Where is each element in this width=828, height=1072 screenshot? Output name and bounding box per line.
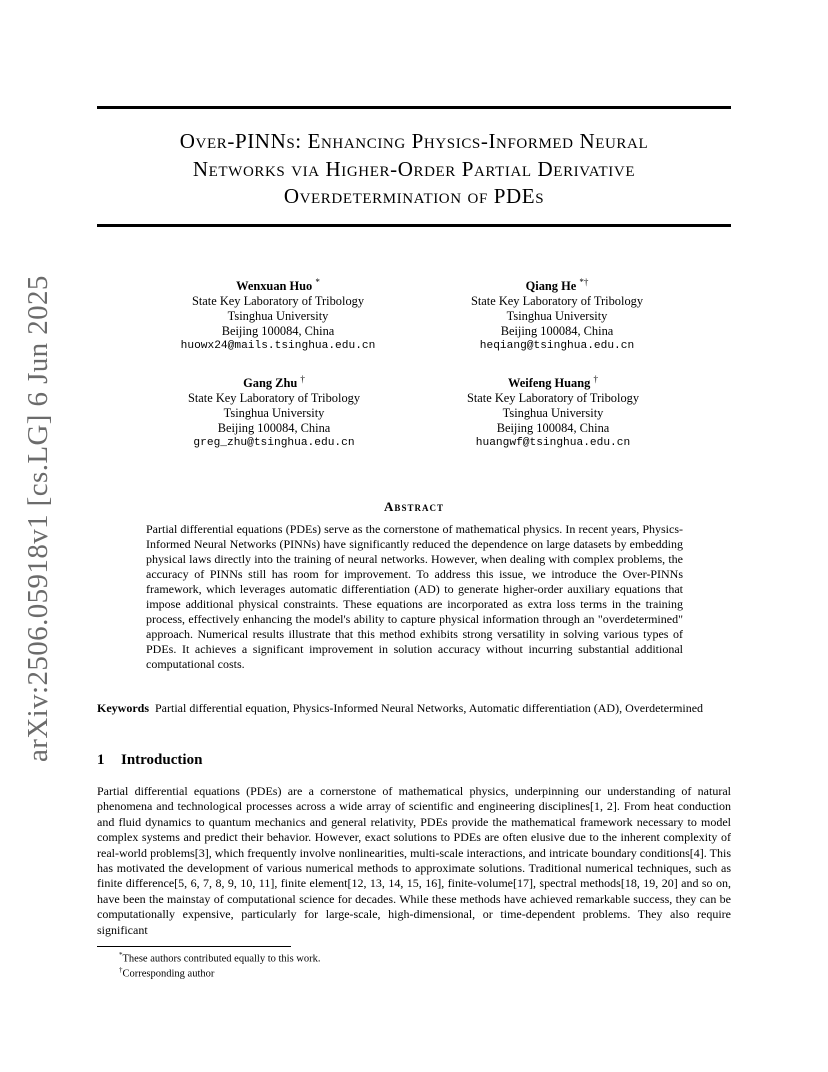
- author-affiliation: State Key Laboratory of Tribology: [470, 294, 644, 309]
- author-institution: Tsinghua University: [506, 309, 608, 324]
- author-mark: *†: [579, 277, 589, 287]
- author-affiliation: State Key Laboratory of Tribology: [187, 391, 361, 406]
- author-block-1: [143, 275, 413, 354]
- title-line-2: Networks via Higher-Order Partial Derivative: [192, 156, 636, 181]
- author-name: Wenxuan Huo: [236, 279, 313, 294]
- title-top-rule: [97, 106, 731, 109]
- author-mark: †: [300, 374, 305, 384]
- arxiv-identifier-text: arXiv:2506.05918v1 [cs.LG] 6 Jun 2025: [22, 275, 54, 762]
- author-block-4: [418, 372, 688, 451]
- author-email: heqiang@tsinghua.edu.cn: [479, 340, 635, 353]
- author-name: Weifeng Huang: [508, 376, 591, 391]
- paper-title: [97, 128, 731, 211]
- author-block-2: [422, 275, 692, 354]
- keywords-paragraph: [97, 701, 731, 716]
- author-email: huowx24@mails.tsinghua.edu.cn: [180, 340, 376, 353]
- title-line-3: Overdetermination of PDEs: [283, 184, 545, 208]
- author-address: Beijing 100084, China: [221, 324, 335, 339]
- footnote-mark: †: [119, 966, 123, 974]
- abstract-text: Partial differential equations (PDEs) serve as the cornerstone of mathematical physics. In recent years, Physics-Informed Neural Networks (PINNs) have significantly reduced the dependence on large datasets by embedding physical laws directly into the training of neural networks. However, when dealing with complex problems, the accuracy of PINNs still has room for improvement. To address this issue, we introduce the Over-PINNs framework, which leverages automatic differentiation (AD) to generate higher-order auxiliary equations that impose additional physical constraints. These equations are incorporated as extra loss terms in the training process, effectively enhancing the model's ability to capture physical information through an "overdetermined" approach. Numerical results illustrate that this method exhibits strong versatility in solving various types of PDEs. It achieves a significant improvement in solution accuracy without incurring substantial additional computational costs.: [146, 522, 683, 671]
- author-name: Gang Zhu: [243, 376, 298, 391]
- title-bottom-rule: [97, 224, 731, 227]
- section-number: 1: [97, 752, 105, 768]
- author-institution: Tsinghua University: [502, 406, 604, 421]
- author-affiliation: State Key Laboratory of Tribology: [466, 391, 640, 406]
- keywords-text: Partial differential equation, Physics-Informed Neural Networks, Automatic differentiation (AD), Overdetermined: [155, 701, 704, 715]
- introduction-paragraph: Partial differential equations (PDEs) are a cornerstone of mathematical physics, underpinning our understanding of natural phenomena and technological processes across a wide array of scientific and engineering disciplines[1, 2]. From heat conduction and fluid dynamics to quantum mechanics and general relativity, PDEs provide the mathematical framework necessary to model complex systems and predict their behavior. However, exact solutions to PDEs are often elusive due to the inherent complexity of real-world problems[3], which frequently involve nonlinearities, multi-scale interactions, and intricate boundary conditions[4]. This has motivated the development of various numerical methods to approximate solutions. Traditional numerical techniques, such as finite difference[5, 6, 7, 8, 9, 10, 11], finite element[12, 13, 14, 15, 16], finite-volume[17], spectral methods[18, 19, 20] and so on, have been the mainstay of computational science for decades. While these methods have achieved remarkable success, they can be computationally expensive, particularly for large-scale, high-dimensional, or time-dependent problems. They also require significant: [97, 784, 731, 937]
- arxiv-identifier-stamp: [18, 275, 58, 762]
- author-block-3: [139, 372, 409, 451]
- author-name-line: [139, 372, 409, 391]
- section-title: Introduction: [121, 752, 203, 768]
- author-name-line: [143, 275, 413, 294]
- author-name-line: [422, 275, 692, 294]
- author-name-line: [418, 372, 688, 391]
- author-institution: Tsinghua University: [227, 309, 329, 324]
- title-line-1: Over-PINNs: Enhancing Physics-Informed Neural: [179, 129, 649, 153]
- author-email: greg_zhu@tsinghua.edu.cn: [193, 437, 355, 450]
- author-address: Beijing 100084, China: [496, 421, 610, 436]
- footnote-rule: [97, 946, 291, 947]
- author-mark: *: [315, 277, 320, 287]
- author-institution: Tsinghua University: [223, 406, 325, 421]
- author-affiliation: State Key Laboratory of Tribology: [191, 294, 365, 309]
- footnote-text: Corresponding author: [122, 968, 215, 980]
- footnote-text: These authors contributed equally to this work.: [122, 953, 321, 965]
- keywords-label: Keywords: [97, 701, 149, 715]
- author-name: Qiang He: [525, 279, 577, 294]
- section-heading: [97, 752, 202, 769]
- author-mark: †: [593, 374, 598, 384]
- author-email: huangwf@tsinghua.edu.cn: [475, 437, 631, 450]
- footnote-2: [119, 964, 214, 981]
- abstract-heading: Abstract: [384, 499, 444, 514]
- author-address: Beijing 100084, China: [217, 421, 331, 436]
- author-address: Beijing 100084, China: [500, 324, 614, 339]
- footnote-mark: *: [119, 951, 123, 959]
